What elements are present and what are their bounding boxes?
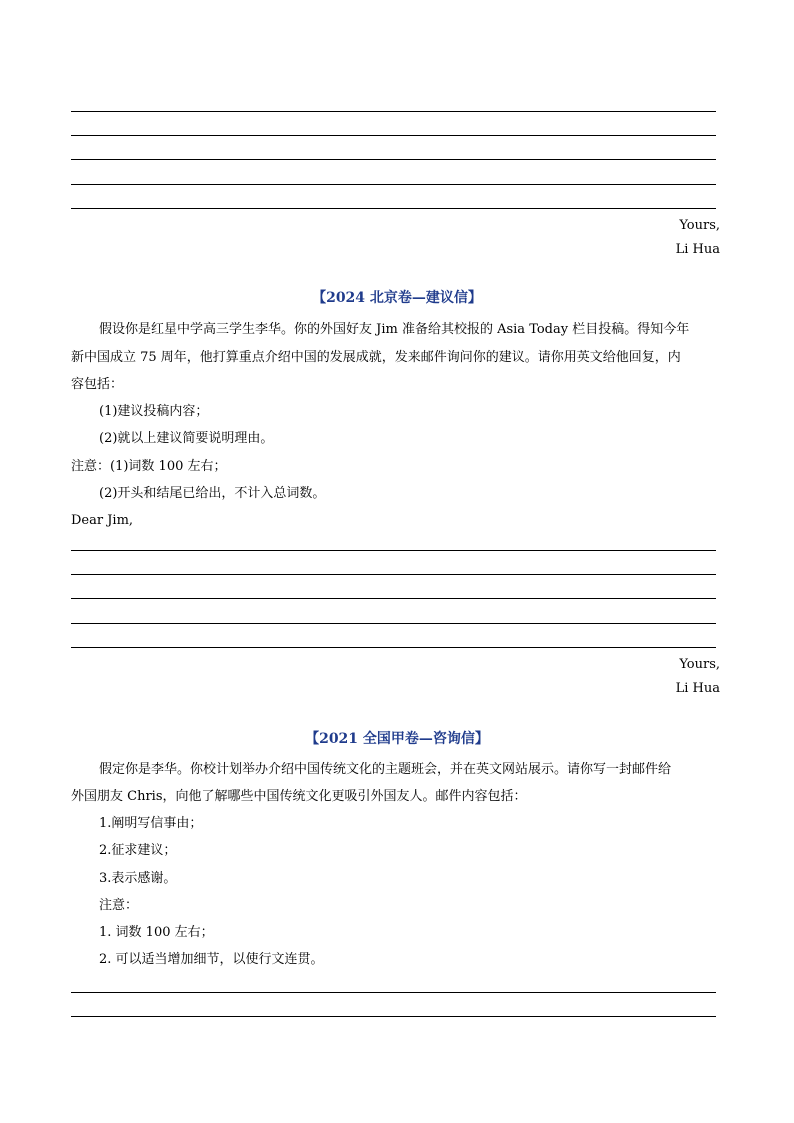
signature-yours: Yours, <box>679 218 720 233</box>
requirement-item: (2)就以上建议简要说明理由。 <box>99 431 274 446</box>
letter-greeting: Dear Jim, <box>71 513 134 528</box>
answer-line <box>71 623 716 624</box>
requirement-item: 3.表示感谢。 <box>99 871 177 886</box>
note-item: (2)开头和结尾已给出，不计入总词数。 <box>99 486 326 501</box>
answer-line <box>71 574 716 575</box>
answer-line <box>71 1016 716 1017</box>
signature-yours: Yours, <box>679 657 720 672</box>
prompt-paragraph: 新中国成立 75 周年，他打算重点介绍中国的发展成就，发来邮件询问你的建议。请你用英文给他回复，内 <box>71 350 681 365</box>
requirement-item: 2.征求建议； <box>99 843 177 858</box>
answer-line <box>71 992 716 993</box>
note-item: 注意：(1)词数 100 左右； <box>71 459 227 474</box>
note-label: 注意： <box>99 898 139 913</box>
prompt-paragraph: 假设你是红星中学高三学生李华。你的外国好友 Jim 准备给其校报的 Asia Today 栏目投稿。得知今年 <box>99 322 690 337</box>
answer-line <box>71 111 716 112</box>
answer-line <box>71 208 716 209</box>
note-item: 1. 词数 100 左右； <box>99 925 214 940</box>
prompt-paragraph: 外国朋友 Chris，向他了解哪些中国传统文化更吸引外国友人。邮件内容包括： <box>71 789 527 804</box>
answer-line <box>71 184 716 185</box>
prompt-paragraph: 容包括： <box>71 377 124 392</box>
section-title: 【2024 北京卷—建议信】 <box>312 290 482 306</box>
signature-name: Li Hua <box>675 242 720 257</box>
signature-name: Li Hua <box>675 681 720 696</box>
requirement-item: (1)建议投稿内容； <box>99 404 209 419</box>
section-title: 【2021 全国甲卷—咨询信】 <box>305 731 489 747</box>
answer-line <box>71 135 716 136</box>
answer-line <box>71 550 716 551</box>
answer-line <box>71 598 716 599</box>
answer-line <box>71 647 716 648</box>
answer-line <box>71 159 716 160</box>
requirement-item: 1.阐明写信事由； <box>99 816 203 831</box>
prompt-paragraph: 假定你是李华。你校计划举办介绍中国传统文化的主题班会，并在英文网站展示。请你写一封邮件给 <box>99 762 672 777</box>
note-item: 2. 可以适当增加细节，以使行文连贯。 <box>99 952 324 967</box>
